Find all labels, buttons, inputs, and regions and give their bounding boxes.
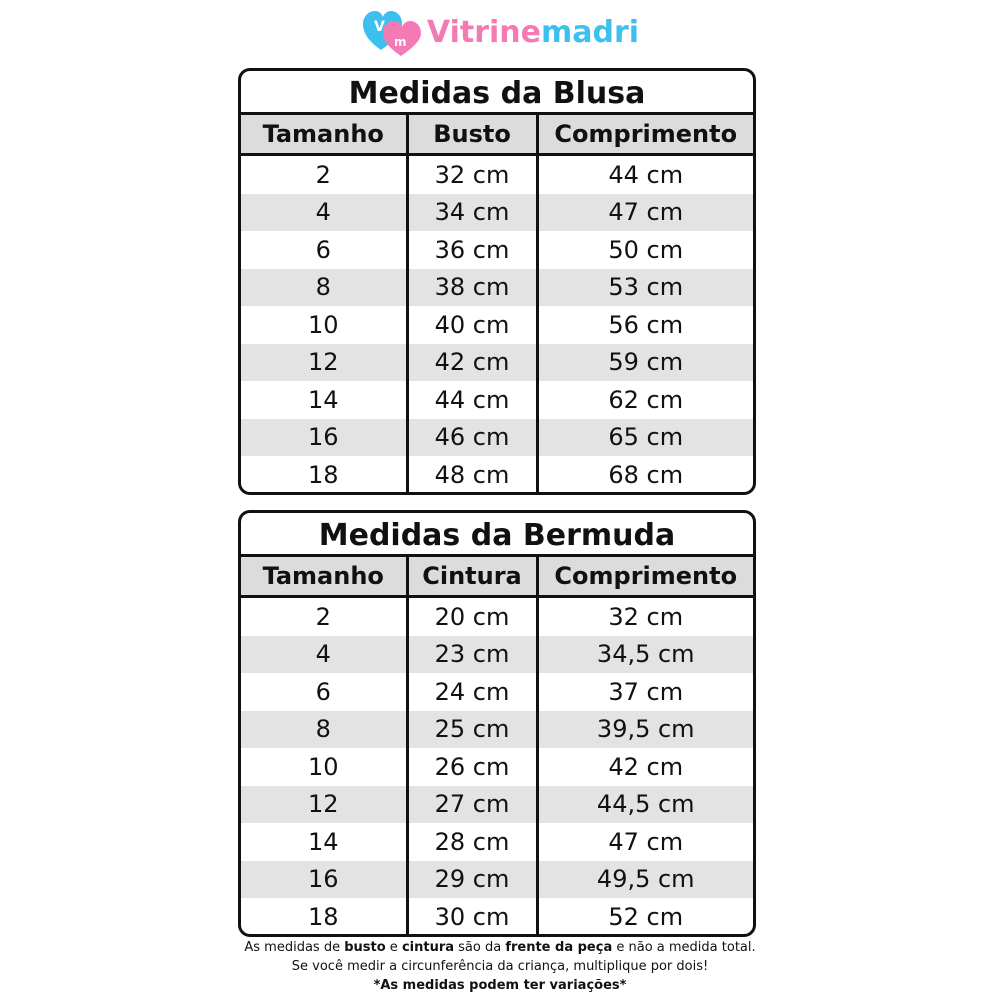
logo-letter-v: V	[373, 19, 385, 35]
waist-cell: 25 cm	[407, 711, 537, 749]
brand-name-part2: madri	[541, 14, 640, 50]
size-cell: 18	[241, 898, 407, 936]
size-cell: 4	[241, 636, 407, 674]
table-row	[241, 155, 753, 194]
waist-cell: 24 cm	[407, 673, 537, 711]
table-row	[241, 269, 753, 307]
bust-cell: 46 cm	[407, 419, 537, 457]
table-row	[241, 194, 753, 232]
bermuda-table	[241, 557, 753, 936]
table-row	[241, 381, 753, 419]
bust-cell: 36 cm	[407, 231, 537, 269]
size-cell: 6	[241, 673, 407, 711]
size-cell: 10	[241, 306, 407, 344]
length-cell: 59 cm	[537, 344, 753, 382]
footer-note-1: As medidas de busto e cintura são da frente da peça e não a medida total.	[244, 940, 756, 955]
size-cell: 16	[241, 861, 407, 899]
bust-cell: 44 cm	[407, 381, 537, 419]
size-cell: 12	[241, 344, 407, 382]
bust-cell: 38 cm	[407, 269, 537, 307]
waist-cell: 20 cm	[407, 597, 537, 636]
size-cell: 18	[241, 456, 407, 494]
size-cell: 2	[241, 597, 407, 636]
logo-letter-m: m	[393, 35, 407, 49]
length-cell: 44,5 cm	[537, 786, 753, 824]
bermuda-size-table	[238, 510, 756, 937]
table-row	[241, 673, 753, 711]
size-cell: 14	[241, 381, 407, 419]
brand-name	[427, 15, 639, 50]
blusa-table	[241, 115, 753, 494]
size-cell: 8	[241, 711, 407, 749]
size-cell: 10	[241, 748, 407, 786]
blusa-header-busto: Busto	[407, 115, 537, 155]
size-cell: 4	[241, 194, 407, 232]
waist-cell: 27 cm	[407, 786, 537, 824]
size-cell: 8	[241, 269, 407, 307]
length-cell: 39,5 cm	[537, 711, 753, 749]
length-cell: 68 cm	[608, 460, 684, 489]
blusa-size-table	[238, 68, 756, 495]
table-row	[241, 711, 753, 749]
blusa-rows	[241, 155, 753, 494]
waist-cell: 30 cm	[407, 898, 537, 936]
table-row	[241, 306, 753, 344]
waist-cell: 26 cm	[407, 748, 537, 786]
bust-cell: 32 cm	[407, 155, 537, 194]
table-row	[241, 231, 753, 269]
length-cell: 50 cm	[608, 235, 684, 264]
table-row	[241, 344, 753, 382]
size-cell: 6	[241, 231, 407, 269]
footer-note-2: Se você medir a circunferência da criança, multiplique por dois!	[291, 959, 709, 974]
table-row	[241, 861, 753, 899]
size-cell: 16	[241, 419, 407, 457]
table-row	[241, 786, 753, 824]
bermuda-header-tamanho: Tamanho	[241, 557, 407, 597]
length-cell: 32 cm	[608, 602, 684, 631]
size-cell: 12	[241, 786, 407, 824]
bust-cell: 40 cm	[407, 306, 537, 344]
length-cell: 65 cm	[537, 419, 753, 457]
length-cell: 34,5 cm	[537, 636, 753, 674]
length-cell: 62 cm	[608, 385, 684, 414]
table-row	[241, 597, 753, 636]
table-row	[241, 748, 753, 786]
waist-cell: 29 cm	[407, 861, 537, 899]
bust-cell: 48 cm	[407, 456, 537, 494]
length-cell: 47 cm	[608, 827, 684, 856]
bermuda-header-comprimento: Comprimento	[537, 557, 753, 597]
blusa-header-comprimento: Comprimento	[537, 115, 753, 155]
bust-cell: 34 cm	[407, 194, 537, 232]
table-row	[241, 823, 753, 861]
size-cell: 2	[241, 155, 407, 194]
length-cell: 47 cm	[537, 194, 753, 232]
bust-cell: 42 cm	[407, 344, 537, 382]
footer-notes	[0, 938, 1000, 995]
length-cell: 37 cm	[608, 677, 684, 706]
size-cell: 14	[241, 823, 407, 861]
length-cell: 44 cm	[608, 160, 684, 189]
table-row	[241, 898, 753, 936]
footer-note-3: *As medidas podem ter variações*	[373, 978, 627, 993]
table-row	[241, 636, 753, 674]
length-cell: 42 cm	[608, 752, 684, 781]
bermuda-header-row	[241, 557, 753, 597]
length-cell: 56 cm	[608, 310, 684, 339]
bermuda-rows	[241, 597, 753, 936]
table-row	[241, 419, 753, 457]
bermuda-table-title: Medidas da Bermuda	[241, 513, 753, 557]
waist-cell: 28 cm	[407, 823, 537, 861]
length-cell: 53 cm	[537, 269, 753, 307]
blusa-header-row	[241, 115, 753, 155]
brand-name-part1: Vitrine	[426, 14, 542, 50]
blusa-table-title: Medidas da Blusa	[241, 71, 753, 115]
bermuda-header-cintura: Cintura	[407, 557, 537, 597]
heart-logo-icon	[361, 6, 423, 58]
length-cell: 52 cm	[608, 902, 684, 931]
waist-cell: 23 cm	[407, 636, 537, 674]
blusa-header-tamanho: Tamanho	[241, 115, 407, 155]
table-row	[241, 456, 753, 494]
brand-logo	[0, 6, 1000, 58]
length-cell: 49,5 cm	[537, 861, 753, 899]
